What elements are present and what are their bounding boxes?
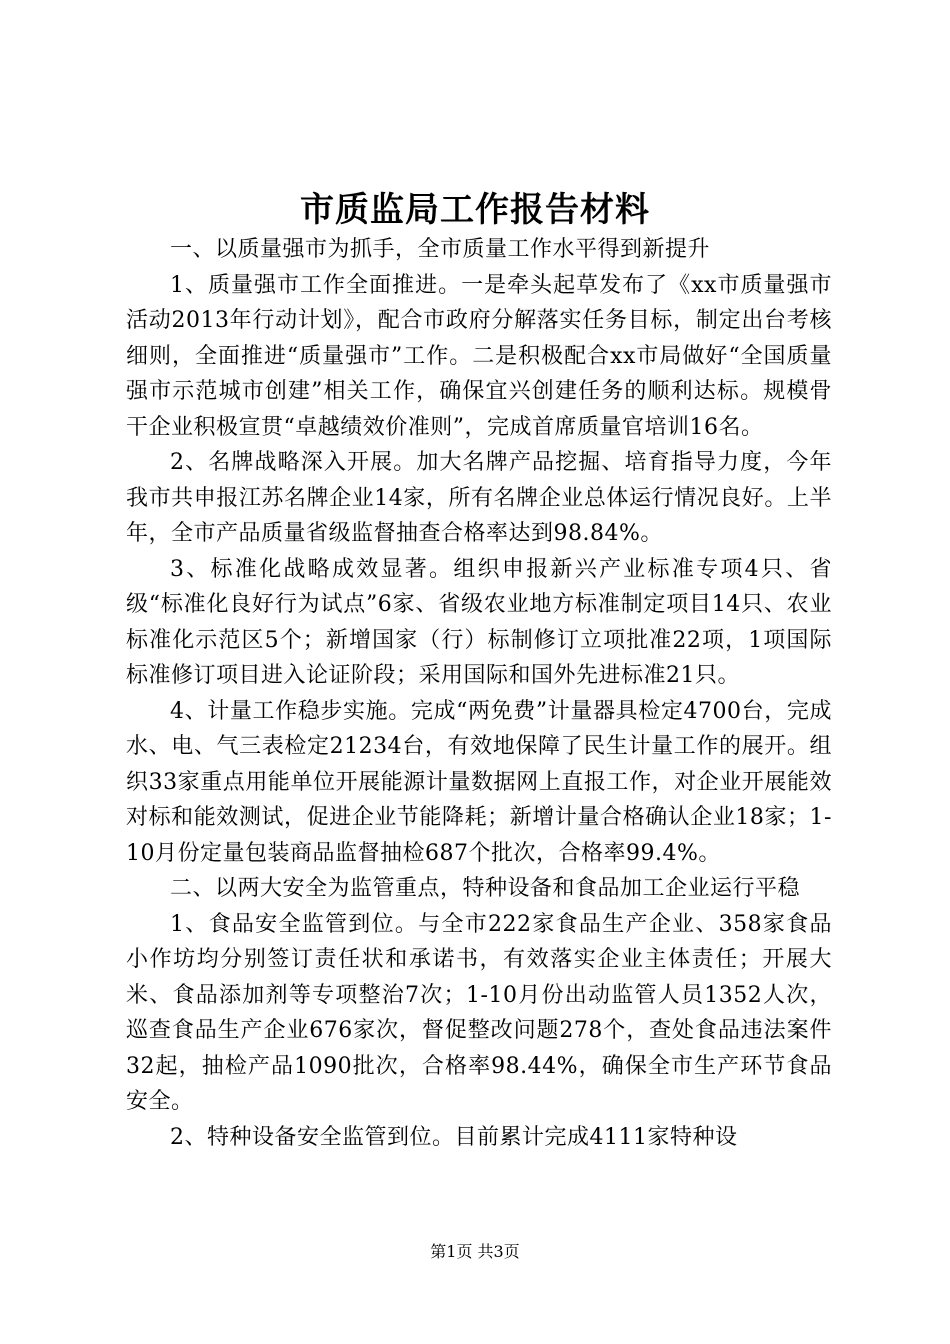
section-heading-1: 一、以质量强市为抓手，全市质量工作水平得到新提升 [170,237,711,262]
paragraph: 4、计量工作稳步实施。完成“两免费”计量器具检定4700台，完成水、电、气三表检定21234台，有效地保障了民生计量工作的展开。组织33家重点用能单位开展能源计量数据网上直报工作，对企业开展能效对标和能效测试，促进企业节能降耗；新增计量合格确认企业18家；1-10月份定量包装商品监督抽检687个批次，合格率99.4%。 [126,698,832,866]
page-number-footer: 第1页 共3页 [430,1242,520,1261]
paragraph: 3、标准化战略成效显著。组织申报新兴产业标准专项4只、省级“标准化良好行为试点”6家、省级农业地方标准制定项目14只、农业标准化示范区5个；新增国家（行）标制修订立项批准22项，1项国际标准修订项目进入论证阶段；采用国际和国外先进标准21只。 [126,556,832,688]
paragraph: 1、质量强市工作全面推进。一是牵头起草发布了《xx市质量强市活动2013年行动计划》，配合市政府分解落实任务目标，制定出台考核细则，全面推进“质量强市”工作。二是积极配合xx市局做好“全国质量强市示范城市创建”相关工作，确保宜兴创建任务的顺利达标。规模骨干企业积极宣贯“卓越绩效价准则”，完成首席质量官培训16名。 [126,272,832,440]
paragraph: 2、特种设备安全监管到位。目前累计完成4111家特种设 [170,1124,738,1150]
document-title: 市质监局工作报告材料 [300,190,650,230]
paragraph: 2、名牌战略深入开展。加大名牌产品挖掘、培育指导力度，今年我市共申报江苏名牌企业14家，所有名牌企业总体运行情况良好。上半年，全市产品质量省级监督抽查合格率达到98.84%。 [126,450,832,546]
section-heading-2: 二、以两大安全为监管重点，特种设备和食品加工企业运行平稳 [170,876,801,901]
paragraph: 1、食品安全监管到位。与全市222家食品生产企业、358家食品小作坊均分别签订责任状和承诺书，有效落实企业主体责任；开展大米、食品添加剂等专项整治7次；1-10月份出动监管人员1352人次，巡查食品生产企业676家次，督促整改问题278个，查处食品违法案件32起，抽检产品1090批次，合格率98.44%，确保全市生产环节食品安全。 [126,911,832,1114]
document-body [126,232,832,1155]
